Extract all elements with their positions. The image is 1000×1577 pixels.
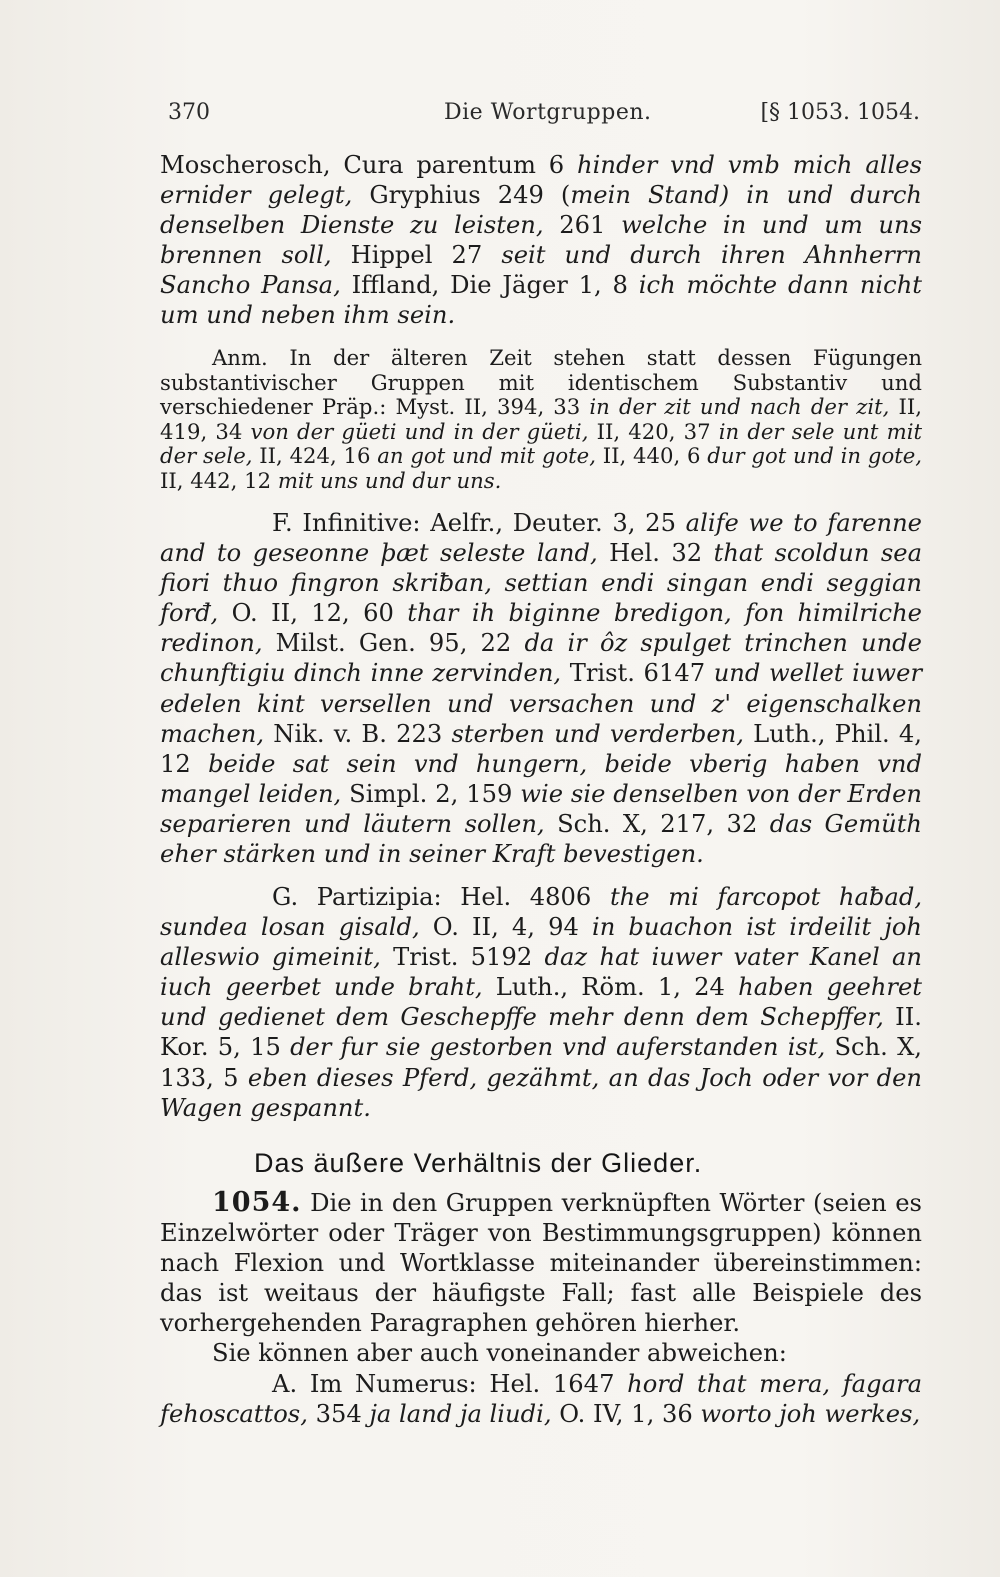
- example-text: das Gemüth eher stärken und in seiner Kraft bevestigen.: [160, 809, 923, 869]
- citation-text: Sch. X, 133, 5: [160, 1033, 922, 1092]
- example-text: worto joh werkes,: [700, 1399, 921, 1428]
- citation-text: II, 419, 34: [160, 394, 922, 444]
- section-heading: Das äußere Verhältnis der Glieder.: [254, 1148, 703, 1178]
- running-header: [168, 100, 920, 130]
- citation-text: II. Kor. 5, 15: [160, 1003, 922, 1062]
- example-text: seit und durch ihren Ahnherrn Sancho Pansa,: [160, 241, 922, 300]
- citation-text: Simpl. 2, 159: [341, 779, 521, 808]
- section-number: 1054.: [212, 1187, 302, 1218]
- example-text: welche in und um uns brennen soll,: [160, 211, 922, 270]
- example-text: und wellet iuwer edelen kint versellen und versachen und z' eigenschalken machen,: [160, 659, 923, 748]
- citation-text: [729, 181, 746, 209]
- citation-text: Sch. X, 217, 32: [544, 809, 770, 838]
- example-text: mein Stand): [570, 181, 730, 210]
- example-text: dur got und in gote,: [707, 443, 922, 469]
- citation-text: II, 442, 12: [160, 467, 278, 493]
- paragraph-participle: [160, 882, 922, 1123]
- paragraph-text: Die in den Gruppen verknüpften Wörter (seien es Einzelwörter oder Träger von Bestimmungsgruppen) können nach Flexion und Wortklasse miteinander übereinstimmen: das ist weitaus der häufigste Fall; fast alle Beispiele des vorhergehenden Paragraphen gehören hierher.: [160, 1189, 922, 1338]
- example-text: the mi farcopot haƀad, sundea losan gisald,: [160, 883, 923, 942]
- example-text: in der sele unt mit der sele,: [160, 418, 922, 469]
- paragraph-text: Sie können aber auch voneinander abweichen:: [212, 1339, 787, 1368]
- citation-text: Iffland, Die Jäger 1, 8: [340, 271, 639, 300]
- example-text: in buachon ist irdeilit joh alleswio gimeinit,: [160, 913, 922, 972]
- example-text: in und durch denselben Dienste zu leisten,: [160, 181, 922, 240]
- example-text: ja land ja liudi,: [369, 1399, 552, 1428]
- example-text: von der güeti und in der güeti,: [250, 418, 589, 444]
- citation-text: Hippel 27: [331, 241, 502, 270]
- paragraph-text: [160, 882, 922, 1123]
- citation-text: O. IV, 1, 36: [551, 1399, 701, 1428]
- citation-text: F. Infinitive: Aelfr., Deuter. 3, 25: [272, 509, 686, 537]
- citation-text: A. Im Numerus: Hel. 1647: [272, 1369, 628, 1398]
- example-text: alife we to farenne and to geseonne þæt seleste land,: [160, 509, 922, 568]
- paragraph-text: [160, 1369, 922, 1429]
- citation-text: Trist. 6147: [561, 659, 714, 688]
- citation-text: Hel. 32: [597, 539, 714, 568]
- paragraph-text: [160, 508, 922, 869]
- paragraph-continued: [160, 150, 922, 331]
- example-text: hord that mera, fagara fehoscattos,: [160, 1369, 922, 1428]
- example-text: haben geehret und gedienet dem Geschepffe mehr denn dem Schepffer,: [160, 973, 922, 1032]
- citation-text: II, 440, 6: [595, 443, 708, 469]
- citation-text: O. II, 4, 94: [419, 913, 592, 942]
- example-text: wie sie denselben von der Erden separieren und läutern sollen,: [160, 779, 922, 838]
- example-text: daz hat iuwer vater Kanel an iuch geerbet unde braht,: [160, 943, 922, 1002]
- citation-text: Moscherosch, Cura parentum 6: [160, 151, 578, 179]
- citation-text: Anm. In der älteren Zeit stehen statt dessen Fügungen substantivischer Gruppen mit identischem Substantiv und verschiedener Präp.: Myst. II, 394, 33: [160, 345, 922, 420]
- citation-text: O. II, 12, 60: [218, 599, 408, 628]
- citation-text: Trist. 5192: [380, 943, 545, 972]
- example-text: hinder vnd vmb mich alles ernider gelegt,: [160, 151, 922, 210]
- citation-text: II, 424, 16: [252, 443, 378, 469]
- example-text: sterben und verderben,: [451, 719, 744, 748]
- citation-text: Milst. Gen. 95, 22: [262, 629, 525, 658]
- running-title: Die Wortgruppen.: [444, 100, 652, 125]
- citation-text: 354: [307, 1399, 370, 1428]
- example-text: beide sat sein vnd hungern, beide vberig haben vnd mangel leiden,: [160, 749, 922, 808]
- citation-text: Luth., Röm. 1, 24: [482, 973, 739, 1002]
- citation-text: Nik. v. B. 223: [264, 719, 452, 748]
- citation-text: II, 420, 37: [588, 418, 719, 444]
- citation-text: Luth., Phil. 4, 12: [160, 719, 922, 778]
- example-text: der fur sie gestorben vnd auferstanden ist,: [290, 1033, 826, 1062]
- example-text: an got und mit gote,: [377, 443, 596, 469]
- citation-text: Gryphius 249 (: [352, 181, 571, 210]
- example-text: mit uns und dur uns.: [277, 467, 502, 493]
- note-text: [160, 346, 922, 494]
- paragraph-1054: [160, 1188, 922, 1429]
- paragraph-text: [160, 150, 922, 331]
- example-text: that scoldun sea fiori thuo fingron skriƀan, settian endi singan endi seggian forđ,: [160, 539, 922, 628]
- example-text: eben dieses Pferd, gezähmt, an das Joch oder vor den Wagen gespannt.: [160, 1063, 922, 1122]
- example-text: in der zit und nach der zit,: [589, 394, 890, 420]
- paragraph-infinitive: [160, 508, 922, 869]
- annotation-note: [160, 346, 922, 494]
- citation-text: G. Partizipia: Hel. 4806: [272, 883, 610, 911]
- example-text: ich möchte dann nicht um und neben ihm sein.: [160, 271, 922, 330]
- example-text: da ir ôz spulget trinchen unde chunftigiu dinch inne zervinden,: [160, 629, 922, 688]
- example-text: thar ih biginne bredigon, fon himilriche redinon,: [160, 599, 922, 658]
- citation-text: 261: [543, 211, 622, 240]
- page-number: 370: [168, 100, 210, 125]
- section-reference: [§ 1053. 1054.: [760, 100, 920, 125]
